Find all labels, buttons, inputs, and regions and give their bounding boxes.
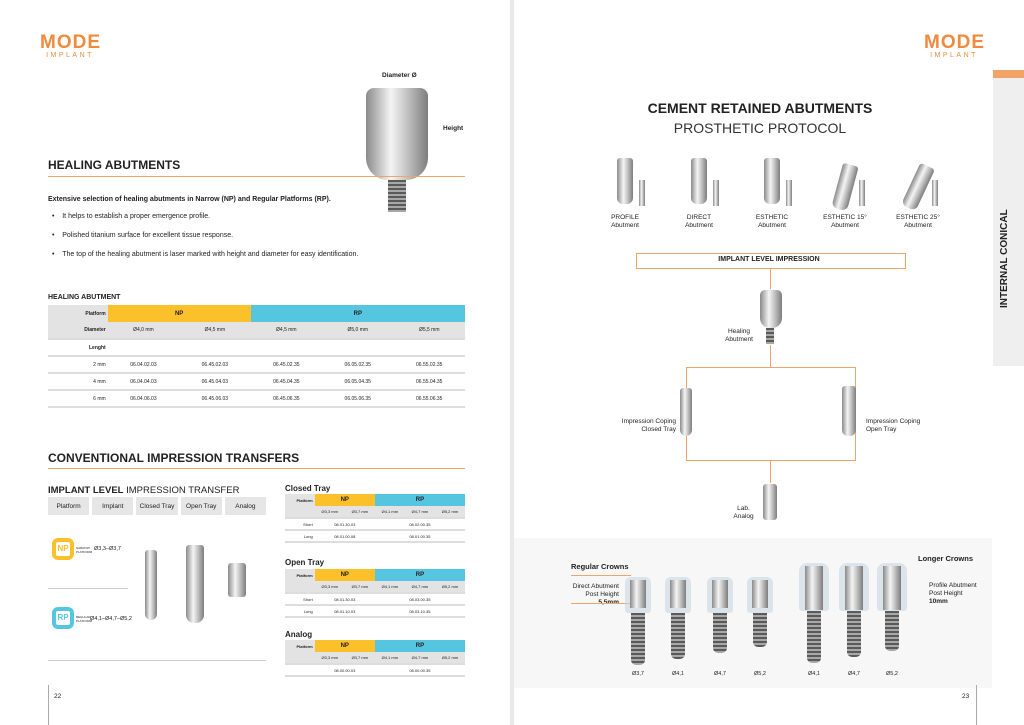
healing-abutment-body <box>366 88 428 180</box>
abutment-image <box>691 158 707 204</box>
logo-sub: IMPLANT <box>46 52 94 59</box>
abutment-label: ESTHETIC 25° Abutment <box>896 214 940 229</box>
abutment-label: ESTHETIC 15° Abutment <box>823 214 867 229</box>
page-number: 23 <box>962 693 970 700</box>
abutment-label: PROFILE Abutment <box>611 214 639 229</box>
longer-note: Profile Abutment Post Height 10mm <box>929 582 977 605</box>
rp-badge-sub: REGULAR PLATFORM <box>76 615 93 623</box>
np-badge-sub: NARROW PLATFORM <box>76 546 93 554</box>
coping-open-label: Impression Coping Open Tray <box>866 418 921 433</box>
regular-note: Direct Abutment Post Height <box>572 583 619 598</box>
np-badge: NP <box>52 538 74 560</box>
abutment-screw-image <box>859 180 865 206</box>
healing-table: Platform NP RP Diameter Ø4,0 mm Ø4,5 mm Ø4,5 mm Ø5,0 mm Ø5,5 mm Lenght 2 mm 06.04.02.03 06.45.02.03 06.45.02.35 06.05.02.35 06.55.02.35 4 mm 06.04.04.03 06.45.04.03 06.45.04.35 06.05.04.35 06.55.04.35 6 mm 06.04.06.03 06.45.06.03 06.45.06.35 06.05.06.35 06.55.06.35 <box>48 305 465 408</box>
side-tab <box>993 70 1024 366</box>
np-implant: Ø3,3–Ø3,7 <box>94 546 121 552</box>
healing-abutment-thread <box>388 180 406 212</box>
diameter-label: Ø4,1 <box>808 671 820 677</box>
implant-image <box>847 611 861 657</box>
abutment-post <box>752 580 768 608</box>
table-row: 2 mm 06.04.02.03 06.45.02.03 06.45.02.35 06.05.02.35 06.55.02.35 <box>48 356 465 373</box>
impression-label: IMPLANT LEVEL IMPRESSION <box>704 256 834 263</box>
healing-table-title: HEALING ABUTMENT <box>48 294 121 301</box>
diameter-label: Ø5,2 <box>886 671 898 677</box>
abutment-image <box>901 163 935 211</box>
closed-tray-coping-image <box>145 550 157 620</box>
implant-image <box>885 611 899 651</box>
diameter-label: Ø4,7 <box>714 671 726 677</box>
regular-crowns-title: Regular Crowns <box>571 562 629 571</box>
logo-text: MODE <box>924 32 985 53</box>
page-number: 22 <box>54 693 62 700</box>
diameter-label: Ø3,7 <box>632 671 644 677</box>
small-table-title: Closed Tray <box>285 484 331 493</box>
table-row: Long 08.01.00.08 08.01.00.35 <box>285 530 465 542</box>
small-table-title: Analog <box>285 630 313 639</box>
table-row: Short 08.01.30.03 08.02.00.35 <box>285 518 465 530</box>
transfer-header: Platform Implant Closed Tray Open Tray Analog <box>48 497 266 515</box>
healing-abutment-image <box>760 290 782 328</box>
rp-badge: RP <box>52 607 74 629</box>
diameter-label: Ø4,7 <box>848 671 860 677</box>
implant-image <box>631 613 645 665</box>
right-page <box>514 0 1024 725</box>
abutment-image <box>617 158 633 204</box>
abutment-image <box>831 163 858 212</box>
brand-logo <box>924 34 984 59</box>
small-table: Platform NP RP Ø3,3 mm Ø3,7 mm Ø4,1 mm Ø4,7 mm Ø5,2 mm Short 08.01.30.03 08.02.00.35 Long 08.01.00.08 08.01.00.35 <box>285 494 465 543</box>
abutment-post <box>805 566 823 610</box>
logo-text: MODE <box>40 32 101 53</box>
abutment-post <box>670 580 686 608</box>
small-table: Platform NP RP Ø3,3 mm Ø3,7 mm Ø4,1 mm Ø4,7 mm Ø5,2 mm Short 08.01.30.03 08.03.00.35 Long 08.01.10.03 08.03.10.35 <box>285 569 465 618</box>
abutment-screw-image <box>932 180 938 206</box>
small-table-title: Open Tray <box>285 558 325 567</box>
coping-closed-label: Impression Coping Closed Tray <box>621 418 676 433</box>
analog-label: Lab. Analog <box>733 505 754 520</box>
analog-image <box>228 563 246 597</box>
analog-image <box>763 484 777 520</box>
brand-logo <box>40 34 100 59</box>
bullet: • The top of the healing abutment is laser marked with height and diameter for easy identification. <box>52 251 359 258</box>
page-title: CEMENT RETAINED ABUTMENTS <box>647 100 873 116</box>
table-row: 08.00.00.03 08.00.00.35 <box>285 664 465 676</box>
height-label: Height <box>443 125 464 132</box>
abutment-label: ESTHETIC Abutment <box>755 214 789 229</box>
section-title-transfers: CONVENTIONAL IMPRESSION TRANSFERS <box>48 451 300 465</box>
bullet: • It helps to establish a proper emergence profile. <box>52 213 211 220</box>
longer-crowns-title: Longer Crowns <box>918 554 974 563</box>
implant-image <box>753 613 767 647</box>
abutment-screw-image <box>786 180 792 206</box>
abutment-post <box>630 580 646 608</box>
abutment-image <box>764 158 780 204</box>
diameter-label: Ø5,2 <box>754 671 766 677</box>
implant-image <box>713 613 727 653</box>
logo-sub: IMPLANT <box>930 52 978 59</box>
implant-image <box>807 611 821 663</box>
coping-closed-image <box>680 388 692 436</box>
abutment-post <box>845 566 863 610</box>
table-row: 4 mm 06.04.04.03 06.45.04.03 06.45.04.35 06.05.04.35 06.55.04.35 <box>48 373 465 390</box>
table-row: Short 08.01.30.03 08.03.00.35 <box>285 593 465 605</box>
abutment-screw-image <box>713 180 719 206</box>
abutment-screw-image <box>639 180 645 206</box>
table-row: Long 08.01.10.03 08.03.10.35 <box>285 605 465 617</box>
coping-open-image <box>842 386 856 436</box>
diameter-label: Diameter Ø <box>382 72 417 79</box>
table-row: 6 mm 06.04.06.03 06.45.06.03 06.45.06.35 06.05.06.35 06.55.06.35 <box>48 390 465 407</box>
section-title-healing: HEALING ABUTMENTS <box>48 158 181 172</box>
transfer-title: IMPLANT LEVEL IMPRESSION TRANSFER <box>48 485 240 496</box>
implant-image <box>671 613 685 659</box>
side-tab-label: INTERNAL CONICAL <box>999 209 1010 308</box>
intro-text: Extensive selection of healing abutments in Narrow (NP) and Regular Platforms (RP). <box>48 196 331 203</box>
open-tray-coping-image <box>186 545 204 623</box>
page-subtitle: PROSTHETIC PROTOCOL <box>673 120 847 136</box>
abutment-label: DIRECT Abutment <box>685 214 713 229</box>
abutment-post <box>712 580 728 608</box>
rp-implant: Ø4,1–Ø4,7–Ø5,2 <box>90 616 132 622</box>
small-table: Platform NP RP Ø3,3 mm Ø3,7 mm Ø4,1 mm Ø4,7 mm Ø5,2 mm 08.00.00.03 08.00.00.35 <box>285 640 465 677</box>
diameter-label: Ø4,1 <box>672 671 684 677</box>
healing-label: Healing Abutment <box>725 328 753 343</box>
left-page <box>0 0 510 725</box>
bullet: • Polished titanium surface for excellent tissue response. <box>52 232 234 239</box>
abutment-post <box>883 566 901 610</box>
